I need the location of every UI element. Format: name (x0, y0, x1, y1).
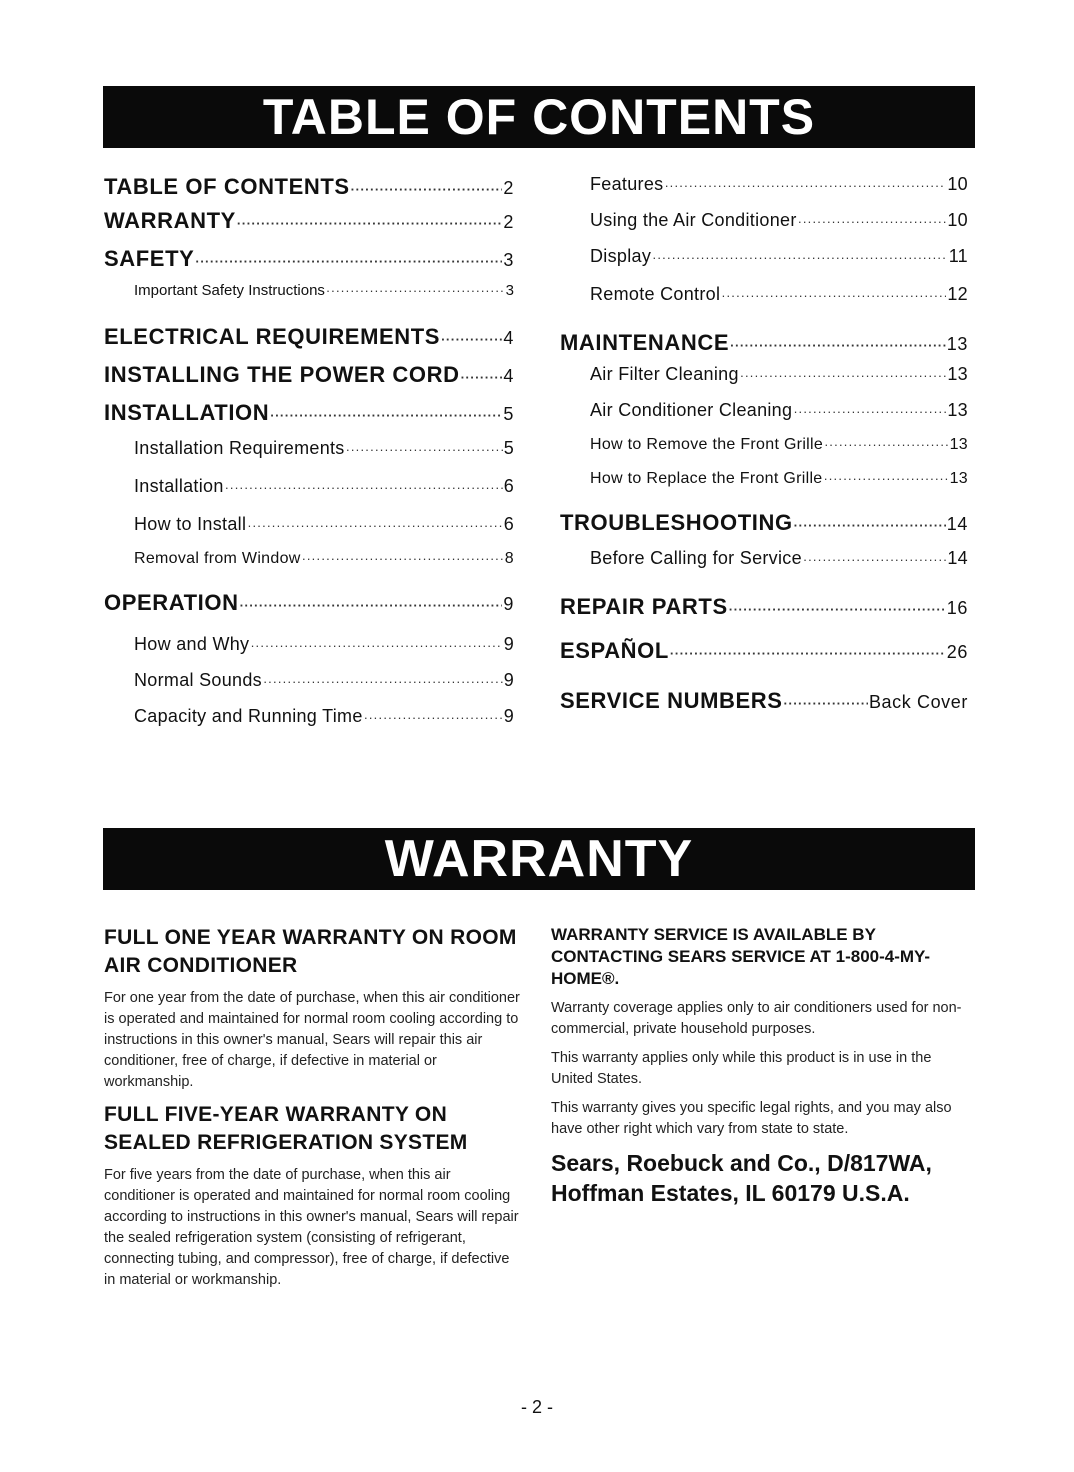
warranty-right-column (551, 924, 971, 1208)
toc-entry[interactable] (104, 476, 514, 514)
toc-entry-label: TROUBLESHOOTING (560, 510, 793, 535)
toc-right-column (560, 174, 968, 724)
toc-entry-label: How to Replace the Front Grille (590, 470, 823, 487)
toc-entry[interactable] (104, 550, 514, 590)
toc-entry-label: How to Install (134, 514, 247, 534)
toc-entry-label: INSTALLATION (104, 400, 270, 425)
warranty-legal-rights-text: This warranty gives you specific legal rights, and you may also have other right which vary from state to state. (551, 1100, 952, 1137)
toc-entry[interactable] (560, 210, 968, 246)
toc-entry-page: 9 (503, 634, 514, 654)
toc-entry-label: Normal Sounds (134, 670, 262, 690)
toc-entry[interactable] (104, 590, 514, 634)
toc-entry[interactable] (104, 634, 514, 670)
toc-entry[interactable] (560, 510, 968, 548)
toc-entry-page: 16 (946, 598, 968, 618)
toc-entry-page: 2 (503, 212, 514, 232)
toc-entry-label: ESPAÑOL (560, 638, 669, 663)
toc-entry-label: Air Conditioner Cleaning (590, 400, 793, 420)
toc-entry-label: Removal from Window (134, 550, 301, 567)
toc-entry-label: How to Remove the Front Grille (590, 436, 824, 453)
toc-entry-label: Important Safety Instructions (134, 282, 325, 299)
toc-entry-label: How and Why (134, 634, 250, 654)
warranty-coverage-text: Warranty coverage applies only to air conditioners used for non-commercial, private household purposes. (551, 1000, 962, 1037)
toc-entry-label: Installation (134, 476, 224, 496)
toc-entry-label: ELECTRICAL REQUIREMENTS (104, 324, 441, 349)
toc-entry-page: 14 (947, 548, 968, 568)
toc-banner: TABLE OF CONTENTS (103, 86, 975, 148)
toc-entry[interactable] (104, 514, 514, 550)
toc-entry-page: 4 (503, 366, 514, 386)
toc-entry[interactable] (560, 284, 968, 330)
toc-entry[interactable] (560, 688, 968, 724)
toc-entry-page: 6 (503, 476, 514, 496)
toc-entry-page: 13 (949, 436, 968, 453)
toc-entry-label: Air Filter Cleaning (590, 364, 739, 384)
toc-entry[interactable] (560, 470, 968, 510)
sears-address: Sears, Roebuck and Co., D/817WA, Hoffman Estates, IL 60179 U.S.A. (551, 1150, 932, 1206)
toc-entry-label: Using the Air Conditioner (590, 210, 797, 230)
toc-entry[interactable] (104, 282, 514, 324)
toc-entry-page: 13 (947, 364, 968, 384)
toc-entry-page: 12 (947, 284, 968, 304)
toc-entry-page: 8 (504, 550, 514, 567)
toc-entry-label: WARRANTY (104, 208, 236, 233)
toc-entry[interactable] (560, 400, 968, 436)
toc-entry-page: 10 (947, 210, 968, 230)
toc-entry-page: 6 (503, 514, 514, 534)
toc-entry-label: SAFETY (104, 246, 195, 271)
toc-entry[interactable] (104, 174, 514, 208)
toc-entry-page: 13 (946, 334, 968, 354)
toc-entry-page: 11 (948, 246, 968, 266)
toc-entry[interactable] (560, 436, 968, 470)
toc-entry[interactable] (104, 324, 514, 362)
toc-entry-label: REPAIR PARTS (560, 594, 728, 619)
toc-entry[interactable] (560, 548, 968, 594)
toc-entry-label: OPERATION (104, 590, 239, 615)
toc-entry-page: 26 (946, 642, 968, 662)
toc-entry-page: 14 (946, 514, 968, 534)
toc-entry[interactable] (104, 362, 514, 400)
toc-entry-page: 10 (947, 174, 968, 194)
warranty-heading-five-year: FULL FIVE-YEAR WARRANTY ON SEALED REFRIGERATION SYSTEM (104, 1103, 468, 1154)
toc-entry-page: 4 (503, 328, 514, 348)
toc-entry-page: 5 (503, 438, 514, 458)
toc-entry[interactable] (104, 208, 514, 246)
warranty-heading-one-year: FULL ONE YEAR WARRANTY ON ROOM AIR CONDITIONER (104, 926, 517, 977)
toc-entry-page: 13 (947, 400, 968, 420)
toc-entry-page: 13 (949, 470, 968, 487)
toc-entry-page: 9 (503, 670, 514, 690)
toc-entry[interactable] (560, 364, 968, 400)
toc-entry[interactable] (560, 246, 968, 284)
toc-entry[interactable] (560, 594, 968, 638)
toc-entry[interactable] (104, 246, 514, 282)
toc-entry-label: Display (590, 246, 652, 266)
warranty-body-five-year: For five years from the date of purchase, when this air conditioner is operated and maintained for normal room cooling according to instructions in this owner's manual, Sears will repair the sealed refrigeration system (consisting of refrigerant, connecting tubing, and compressor), free of charge, if defective in material or workmanship. (104, 1167, 519, 1288)
toc-entry-label: Remote Control (590, 284, 721, 304)
page-number: - 2 - (520, 1397, 553, 1417)
toc-entry[interactable] (104, 670, 514, 706)
toc-left-column (104, 174, 514, 740)
toc-entry[interactable] (560, 638, 968, 688)
warranty-us-only-text: This warranty applies only while this product is in use in the United States. (551, 1050, 932, 1087)
toc-entry-page: 3 (505, 282, 514, 299)
warranty-body-one-year: For one year from the date of purchase, when this air conditioner is operated and maintained for normal room cooling according to instructions in this owner's manual, Sears will repair this air conditioner, free of charge, if defective in material or workmanship. (104, 990, 520, 1090)
toc-entry-page: Back Cover (868, 692, 968, 712)
toc-entry[interactable] (104, 706, 514, 740)
warranty-service-heading: WARRANTY SERVICE IS AVAILABLE BY CONTACTING SEARS SERVICE AT 1-800-4-MY-HOME®. (551, 925, 931, 988)
toc-entry-page: 2 (503, 178, 514, 198)
warranty-left-column (104, 924, 522, 1299)
toc-entry-label: Installation Requirements (134, 438, 345, 458)
toc-entry-label: Capacity and Running Time (134, 706, 363, 726)
toc-entry[interactable] (560, 174, 968, 210)
toc-entry-label: INSTALLING THE POWER CORD (104, 362, 460, 387)
toc-entry-label: SERVICE NUMBERS (560, 688, 783, 713)
toc-entry-page: 9 (503, 706, 514, 726)
toc-entry-page: 3 (503, 250, 514, 270)
toc-entry[interactable] (104, 438, 514, 476)
toc-entry[interactable] (104, 400, 514, 438)
toc-entry-page: 9 (503, 594, 514, 614)
toc-entry-label: Before Calling for Service (590, 548, 802, 568)
warranty-banner: WARRANTY (103, 828, 975, 890)
toc-entry-label: MAINTENANCE (560, 330, 730, 355)
toc-entry-label: TABLE OF CONTENTS (104, 174, 350, 199)
toc-entry-label: Features (590, 174, 664, 194)
toc-entry-page: 5 (503, 404, 514, 424)
toc-entry[interactable] (560, 330, 968, 364)
